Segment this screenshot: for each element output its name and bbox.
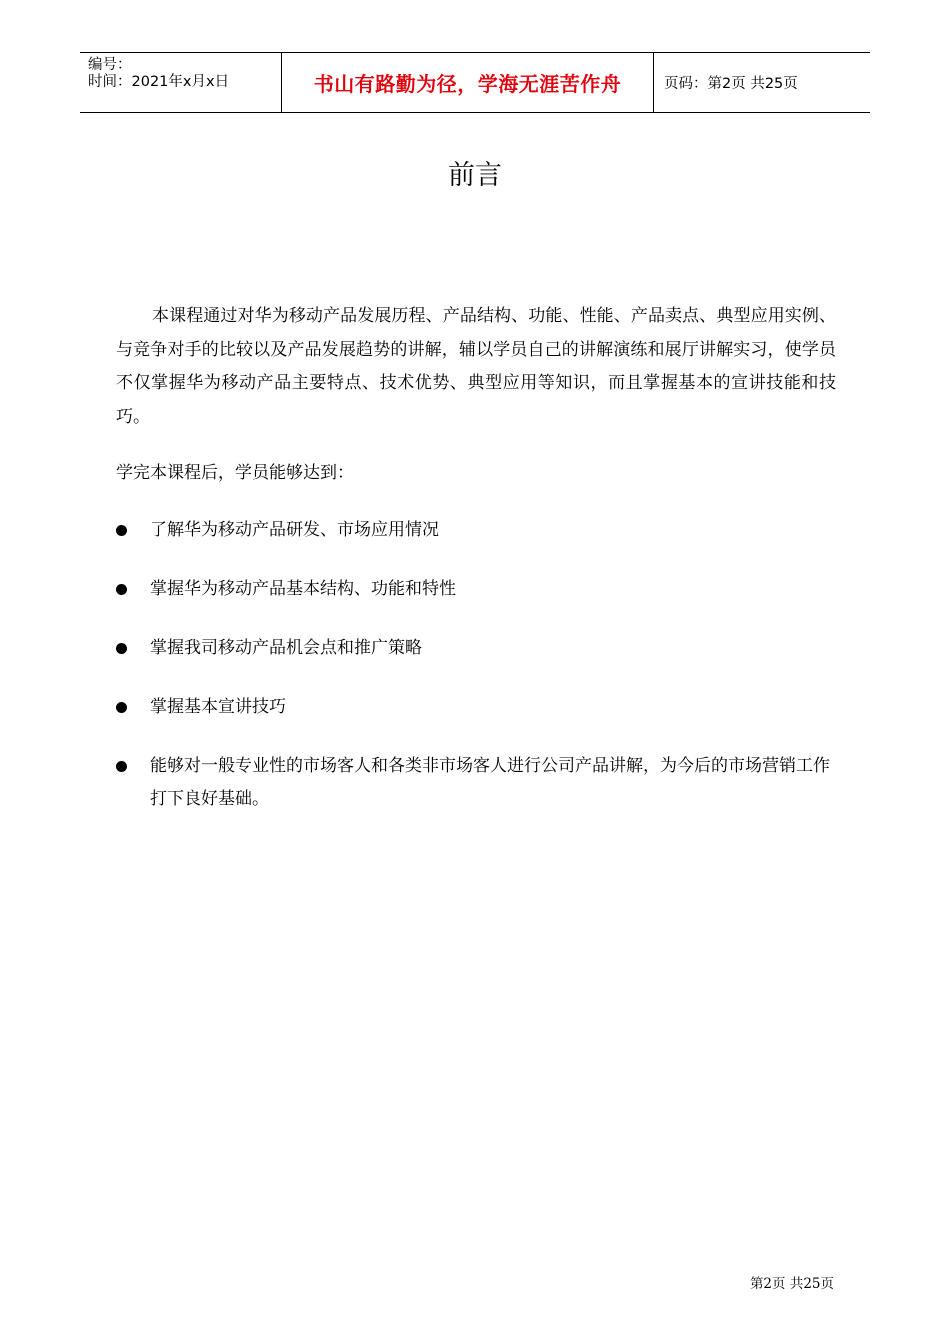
goal-text: 掌握基本宣讲技巧 — [150, 697, 286, 717]
goal-text: 能够对一般专业性的市场客人和各类非市场客人进行公司产品讲解，为今后的市场营销工作打下良好基础。 — [150, 756, 830, 809]
goal-text: 掌握华为移动产品基本结构、功能和特性 — [150, 579, 456, 599]
header-page-number: 页码：第2页 共25页 — [664, 76, 798, 92]
goal-text: 了解华为移动产品研发、市场应用情况 — [150, 520, 439, 540]
list-item — [116, 632, 838, 665]
list-item — [116, 514, 838, 547]
goal-text: 掌握我司移动产品机会点和推广策略 — [150, 638, 422, 658]
page-footer: 第2页 共25页 — [749, 1276, 834, 1292]
bullet-icon — [116, 643, 127, 654]
document-time-label: 时间：2021年x月x日 — [88, 74, 230, 90]
page-title: 前言 — [448, 160, 502, 191]
list-item — [116, 750, 838, 816]
document-number-label: 编号： — [88, 57, 132, 73]
goals-intro: 学完本课程后，学员能够达到： — [116, 463, 354, 483]
bullet-icon — [116, 584, 127, 595]
list-item — [116, 573, 838, 606]
page-header — [80, 52, 870, 113]
bullet-icon — [116, 761, 127, 772]
bullet-icon — [116, 702, 127, 713]
bullet-icon — [116, 525, 127, 536]
header-motto: 书山有路勤为径，学海无涯苦作舟 — [282, 53, 654, 112]
goals-list — [116, 514, 838, 842]
list-item — [116, 691, 838, 724]
intro-paragraph: 本课程通过对华为移动产品发展历程、产品结构、功能、性能、产品卖点、典型应用实例、与竞争对手的比较以及产品发展趋势的讲解，辅以学员自己的讲解演练和展厅讲解实习，使学员不仅掌握华为移动产品主要特点、技术优势、典型应用等知识，而且掌握基本的宣讲技能和技巧。 — [116, 306, 836, 427]
header-meta — [80, 53, 282, 112]
